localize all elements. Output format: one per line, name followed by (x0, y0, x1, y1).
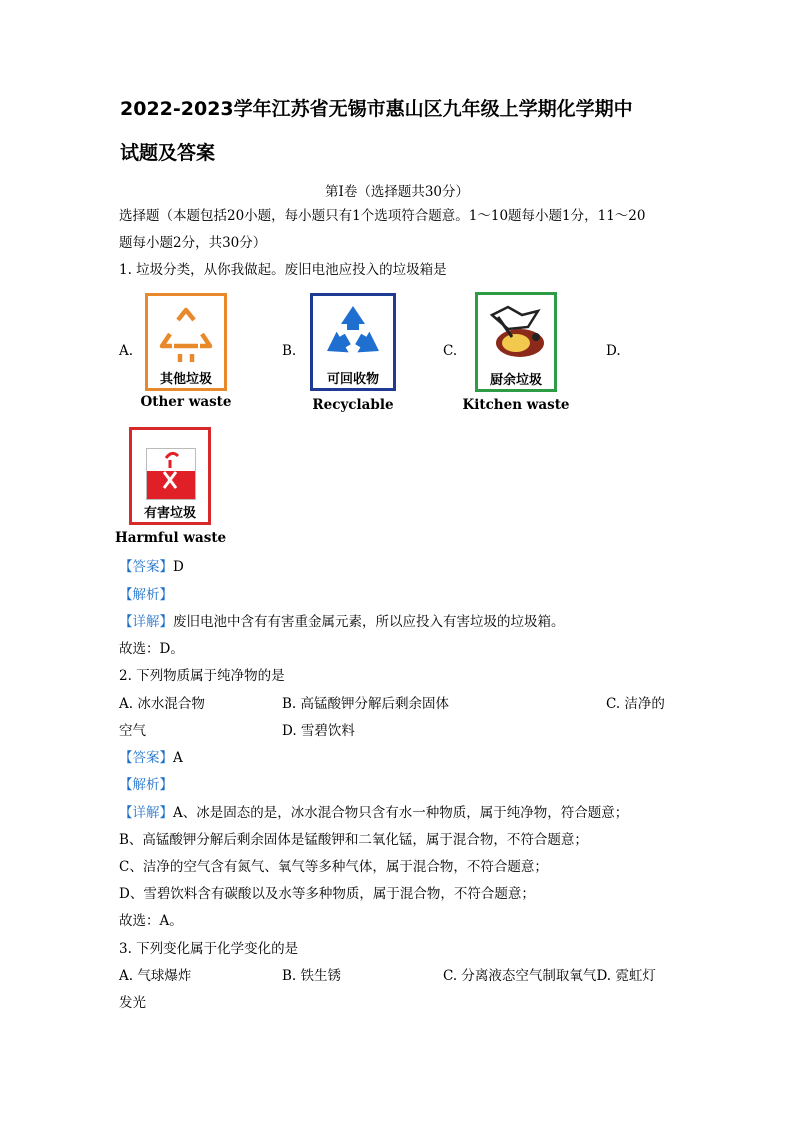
recycle-arrows-icon (148, 302, 224, 372)
bin-label-kitchen: 厨余垃圾 (489, 373, 542, 388)
q2-detail-a (119, 805, 628, 821)
detail-tag: 【详解】 (119, 614, 173, 630)
bin-label-other: 其他垃圾 (159, 372, 212, 387)
q2-conclusion: 故选：A。 (119, 913, 183, 929)
q2-option-b: B. 高锰酸钾分解后剩余固体 (282, 696, 450, 712)
q1-analysis-tag: 【解析】 (119, 587, 173, 603)
kitchen-waste-bin (475, 292, 557, 392)
option-d-letter: D. (606, 343, 621, 359)
intro-line-2: 题每小题2分，共30分） (119, 235, 267, 251)
document-title-line-2: 试题及答案 (120, 142, 216, 164)
other-waste-bin (145, 293, 227, 391)
answer-tag: 【答案】 (119, 559, 173, 575)
answer-tag: 【答案】 (119, 750, 173, 766)
caption-harmful-waste: Harmful waste (115, 530, 227, 546)
q2-analysis-tag: 【解析】 (119, 777, 173, 793)
bin-label-recyclable: 可回收物 (326, 372, 379, 387)
q2-detail-c: C、洁净的空气含有氮气、氧气等多种气体，属于混合物，不符合题意； (119, 859, 548, 875)
intro-line-1: 选择题（本题包括20小题，每小题只有1个选项符合题意。1～10题每小题1分，11～20 (119, 208, 646, 224)
q2-detail-d: D、雪碧饮料含有碳酸以及水等多种物质，属于混合物，不符合题意； (119, 886, 535, 902)
recyclable-bin (310, 293, 396, 391)
q3-option-d-continued: 发光 (119, 995, 146, 1011)
q3-option-d: D. 霓虹灯 (596, 968, 656, 984)
question-2-stem: 2. 下列物质属于纯净物的是 (119, 668, 285, 684)
harmful-waste-bin (129, 427, 211, 525)
q2-detail-b: B、高锰酸钾分解后剩余固体是锰酸钾和二氧化锰，属于混合物，不符合题意； (119, 832, 588, 848)
food-scraps-icon (478, 297, 554, 369)
q3-option-c (443, 968, 656, 984)
option-a-letter: A. (119, 343, 134, 359)
question-1-stem: 1. 垃圾分类，从你我做起。废旧电池应投入的垃圾箱是 (119, 262, 447, 278)
option-c-letter: C. (443, 343, 458, 359)
caption-kitchen-waste: Kitchen waste (462, 397, 570, 413)
q2-option-c: C. 洁净的 (606, 696, 665, 712)
caption-other-waste: Other waste (140, 394, 232, 410)
q2-answer (119, 750, 183, 766)
q2-option-c-continued: 空气 (119, 723, 146, 739)
q2-option-d: D. 雪碧饮料 (282, 723, 355, 739)
caption-recyclable: Recyclable (312, 397, 394, 413)
q1-conclusion: 故选：D。 (119, 641, 184, 657)
answer-value: A (173, 750, 183, 766)
detail-text: A、冰是固态的是，冰水混合物只含有水一种物质，属于纯净物，符合题意； (173, 805, 629, 821)
q2-option-a: A. 冰水混合物 (119, 696, 205, 712)
q1-detail (119, 614, 565, 630)
q1-answer (119, 559, 184, 575)
document-title-line-1: 2022-2023学年江苏省无锡市惠山区九年级上学期化学期中 (120, 98, 633, 120)
detail-text: 废旧电池中含有有害重金属元素，所以应投入有害垃圾的垃圾箱。 (173, 614, 565, 630)
answer-value: D (173, 559, 184, 575)
option-b-letter: B. (282, 343, 297, 359)
q3-option-b: B. 铁生锈 (282, 968, 342, 984)
section-title: 第Ⅰ卷（选择题共30分） (324, 184, 469, 200)
q3-option-c-text: C. 分离液态空气制取氧气 (443, 968, 597, 984)
battery-icon (132, 436, 208, 506)
q3-option-a: A. 气球爆炸 (119, 968, 192, 984)
question-3-stem: 3. 下列变化属于化学变化的是 (119, 941, 299, 957)
detail-tag: 【详解】 (119, 805, 173, 821)
bin-label-harmful: 有害垃圾 (143, 506, 196, 521)
recycle-icon (313, 300, 393, 370)
